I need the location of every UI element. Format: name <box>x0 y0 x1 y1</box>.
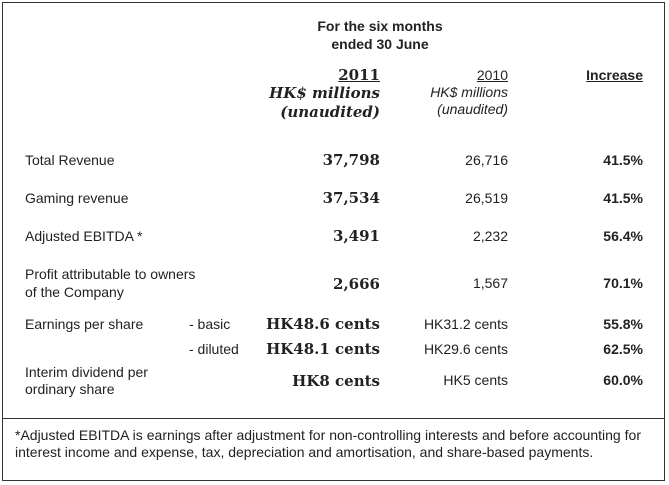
col-prior-note: (unaudited) <box>437 101 508 117</box>
row-increase: 60.0% <box>603 372 643 388</box>
row-label: Gaming revenue <box>25 190 129 206</box>
row-current: 2,666 <box>333 275 380 293</box>
row-label-line2: of the Company <box>25 284 124 300</box>
row-label: Adjusted EBITDA * <box>25 228 143 244</box>
row-increase: 56.4% <box>603 228 643 244</box>
footnote: *Adjusted EBITDA is earnings after adjustment for non-controlling interests and before accounting for interest income and expense, tax, depreciation and amortisation, and share-based payments. <box>15 427 641 460</box>
row-prior: HK31.2 cents <box>423 316 508 332</box>
row-current: 37,534 <box>322 189 380 207</box>
row-prior: 26,716 <box>465 152 508 168</box>
row-prior: 2,232 <box>472 228 508 244</box>
row-current: HK48.6 cents <box>266 315 380 333</box>
col-current-year: 2011 <box>338 66 380 84</box>
row-increase: 62.5% <box>603 341 643 357</box>
row-label-line2: ordinary share <box>25 381 115 397</box>
row-prior: HK29.6 cents <box>423 341 508 357</box>
col-current-unit: HK$ millions <box>269 84 380 102</box>
row-increase: 70.1% <box>603 275 643 291</box>
col-increase-label: Increase <box>586 67 643 83</box>
row-current: 37,798 <box>322 151 380 169</box>
col-prior-unit: HK$ millions <box>430 84 508 100</box>
col-prior-year: 2010 <box>476 67 508 83</box>
row-label-line1: Profit attributable to owners <box>25 266 196 282</box>
period-header-line2: ended 30 June <box>331 36 429 52</box>
row-sublabel: - basic <box>189 316 231 332</box>
row-increase: 55.8% <box>603 316 643 332</box>
row-current: 3,491 <box>333 227 380 245</box>
row-sublabel: - diluted <box>189 341 239 357</box>
row-label: Earnings per share <box>25 316 144 332</box>
row-current: HK8 cents <box>292 372 380 390</box>
footnote-divider <box>2 418 665 419</box>
row-current: HK48.1 cents <box>266 340 380 358</box>
col-current-note: (unaudited) <box>280 103 380 121</box>
row-label-line1: Interim dividend per <box>25 364 148 380</box>
row-increase: 41.5% <box>603 190 643 206</box>
row-prior: 26,519 <box>465 190 508 206</box>
row-increase: 41.5% <box>603 152 643 168</box>
period-header-line1: For the six months <box>317 18 443 34</box>
row-label: Total Revenue <box>25 152 115 168</box>
row-prior: 1,567 <box>472 275 508 291</box>
row-prior: HK5 cents <box>443 372 508 388</box>
